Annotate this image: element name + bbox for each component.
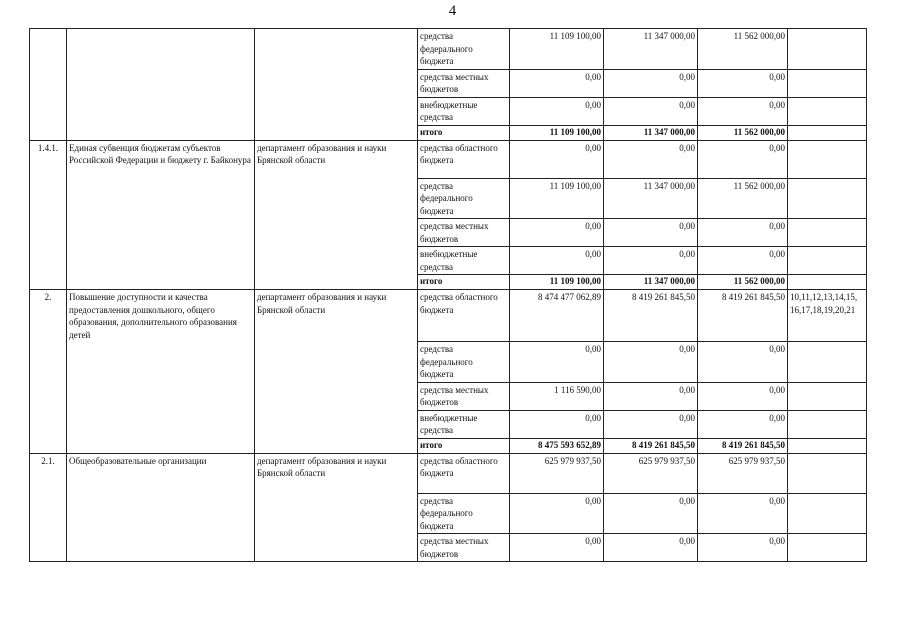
indicator-refs xyxy=(788,125,867,140)
amount-year-1: 11 109 100,00 xyxy=(510,29,604,70)
amount-year-1: 0,00 xyxy=(510,342,604,383)
amount-year-2: 8 419 261 845,50 xyxy=(604,290,698,342)
amount-year-2: 0,00 xyxy=(604,534,698,562)
indicator-refs xyxy=(788,219,867,247)
indicator-refs: 10,11,12,13,14,15, 16,17,18,19,20,21 xyxy=(788,290,867,342)
amount-year-2: 0,00 xyxy=(604,69,698,97)
amount-year-2: 0,00 xyxy=(604,493,698,534)
amount-year-1: 0,00 xyxy=(510,534,604,562)
indicator-refs xyxy=(788,342,867,383)
budget-table-body xyxy=(30,29,867,562)
page-number: 4 xyxy=(448,3,457,19)
amount-year-3: 0,00 xyxy=(698,534,788,562)
amount-year-3: 0,00 xyxy=(698,410,788,438)
amount-year-2: 0,00 xyxy=(604,342,698,383)
funding-source: итого xyxy=(418,438,510,453)
amount-year-1: 0,00 xyxy=(510,69,604,97)
indicator-refs xyxy=(788,29,867,70)
amount-year-2: 0,00 xyxy=(604,410,698,438)
indicator-refs xyxy=(788,382,867,410)
amount-year-1: 0,00 xyxy=(510,247,604,275)
indicator-refs xyxy=(788,410,867,438)
table-row xyxy=(30,290,867,342)
funding-source: внебюджетные средства xyxy=(418,97,510,125)
amount-year-2: 11 347 000,00 xyxy=(604,275,698,290)
amount-year-2: 8 419 261 845,50 xyxy=(604,438,698,453)
amount-year-2: 11 347 000,00 xyxy=(604,29,698,70)
amount-year-1: 0,00 xyxy=(510,410,604,438)
amount-year-2: 11 347 000,00 xyxy=(604,125,698,140)
funding-source: средства федерального бюджета xyxy=(418,29,510,70)
indicator-refs xyxy=(788,493,867,534)
funding-source: итого xyxy=(418,275,510,290)
amount-year-3: 8 419 261 845,50 xyxy=(698,290,788,342)
measure-name: Повышение доступности и качества предоставления дошкольного, общего образования, дополнительного образования детей xyxy=(67,290,255,454)
amount-year-1: 11 109 100,00 xyxy=(510,275,604,290)
row-number: 2. xyxy=(30,290,67,454)
indicator-refs xyxy=(788,69,867,97)
measure-name xyxy=(67,29,255,141)
indicator-refs xyxy=(788,534,867,562)
table-row xyxy=(30,140,867,178)
amount-year-1: 11 109 100,00 xyxy=(510,125,604,140)
amount-year-2: 0,00 xyxy=(604,382,698,410)
row-number: 2.1. xyxy=(30,453,67,562)
funding-source: средства областного бюджета xyxy=(418,290,510,342)
amount-year-3: 11 562 000,00 xyxy=(698,29,788,70)
amount-year-2: 0,00 xyxy=(604,97,698,125)
indicator-refs xyxy=(788,97,867,125)
amount-year-1: 0,00 xyxy=(510,140,604,178)
indicator-refs xyxy=(788,453,867,493)
amount-year-1: 8 474 477 062,89 xyxy=(510,290,604,342)
amount-year-3: 0,00 xyxy=(698,219,788,247)
table-row xyxy=(30,453,867,493)
amount-year-1: 0,00 xyxy=(510,219,604,247)
amount-year-2: 0,00 xyxy=(604,140,698,178)
indicator-refs xyxy=(788,438,867,453)
responsible-dept xyxy=(255,29,418,141)
responsible-dept: департамент образования и науки Брянской области xyxy=(255,140,418,290)
amount-year-1: 8 475 593 652,89 xyxy=(510,438,604,453)
amount-year-3: 0,00 xyxy=(698,140,788,178)
indicator-refs xyxy=(788,178,867,219)
amount-year-3: 0,00 xyxy=(698,382,788,410)
amount-year-3: 0,00 xyxy=(698,342,788,383)
row-number xyxy=(30,29,67,141)
funding-source: средства местных бюджетов xyxy=(418,69,510,97)
amount-year-2: 0,00 xyxy=(604,247,698,275)
budget-table xyxy=(29,28,867,562)
funding-source: средства областного бюджета xyxy=(418,453,510,493)
amount-year-2: 0,00 xyxy=(604,219,698,247)
amount-year-3: 0,00 xyxy=(698,97,788,125)
amount-year-1: 1 116 590,00 xyxy=(510,382,604,410)
amount-year-1: 625 979 937,50 xyxy=(510,453,604,493)
table-row xyxy=(30,29,867,70)
amount-year-3: 11 562 000,00 xyxy=(698,125,788,140)
funding-source: средства федерального бюджета xyxy=(418,178,510,219)
amount-year-1: 0,00 xyxy=(510,97,604,125)
amount-year-2: 625 979 937,50 xyxy=(604,453,698,493)
row-number: 1.4.1. xyxy=(30,140,67,290)
funding-source: внебюджетные средства xyxy=(418,247,510,275)
amount-year-1: 0,00 xyxy=(510,493,604,534)
amount-year-3: 8 419 261 845,50 xyxy=(698,438,788,453)
responsible-dept: департамент образования и науки Брянской области xyxy=(255,290,418,454)
amount-year-3: 625 979 937,50 xyxy=(698,453,788,493)
amount-year-2: 11 347 000,00 xyxy=(604,178,698,219)
funding-source: средства местных бюджетов xyxy=(418,382,510,410)
responsible-dept: департамент образования и науки Брянской области xyxy=(255,453,418,562)
funding-source: средства областного бюджета xyxy=(418,140,510,178)
funding-source: итого xyxy=(418,125,510,140)
indicator-refs xyxy=(788,275,867,290)
funding-source: средства местных бюджетов xyxy=(418,219,510,247)
measure-name: Единая субвенция бюджетам субъектов Российской Федерации и бюджету г. Байконура xyxy=(67,140,255,290)
funding-source: средства федерального бюджета xyxy=(418,493,510,534)
indicator-refs xyxy=(788,247,867,275)
amount-year-3: 0,00 xyxy=(698,69,788,97)
amount-year-3: 11 562 000,00 xyxy=(698,178,788,219)
indicator-refs xyxy=(788,140,867,178)
funding-source: средства федерального бюджета xyxy=(418,342,510,383)
amount-year-3: 0,00 xyxy=(698,493,788,534)
measure-name: Общеобразовательные организации xyxy=(67,453,255,562)
amount-year-1: 11 109 100,00 xyxy=(510,178,604,219)
amount-year-3: 11 562 000,00 xyxy=(698,275,788,290)
funding-source: внебюджетные средства xyxy=(418,410,510,438)
funding-source: средства местных бюджетов xyxy=(418,534,510,562)
amount-year-3: 0,00 xyxy=(698,247,788,275)
